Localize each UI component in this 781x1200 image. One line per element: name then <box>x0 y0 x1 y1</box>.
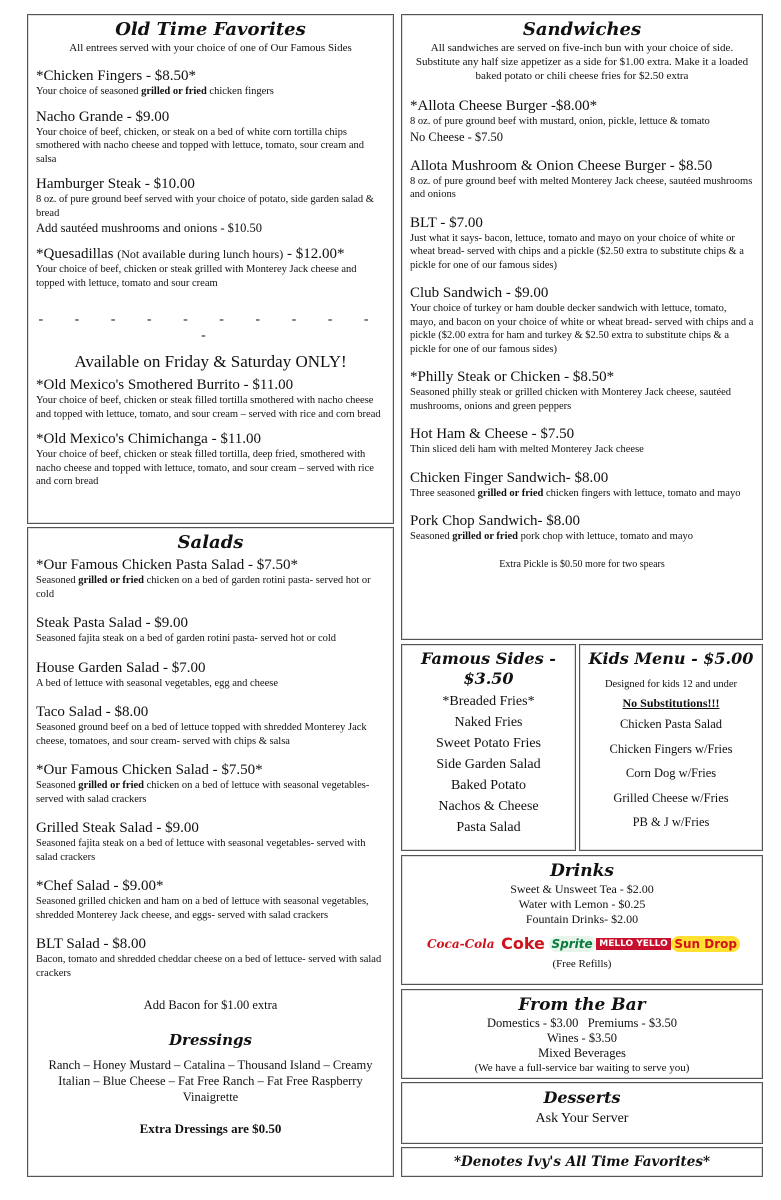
desserts-title: Desserts <box>543 1088 621 1107</box>
sides-list <box>408 691 569 838</box>
list-item: Side Garden Salad <box>436 757 541 772</box>
sandwiches-section <box>401 14 763 640</box>
item-name: *Our Famous Chicken Pasta Salad - $7.50* <box>36 557 299 573</box>
menu-item <box>36 67 385 99</box>
menu-item <box>410 368 754 413</box>
divider: - - - - - - - - - - - <box>38 312 383 343</box>
sides-title: Famous Sides - $3.50 <box>421 649 556 688</box>
item-name: Pork Chop Sandwich- $8.00 <box>410 513 580 529</box>
sandwiches-note: All sandwiches are served on five-inch bun with your choice of side. Substitute any half size appetizer as a side for $1.00 extra. Make it a loaded baked potato or chili cheese fries for $2.50 extra <box>415 42 749 82</box>
pickle-note: Extra Pickle is $0.50 more for two spears <box>499 558 665 570</box>
item-desc: Seasoned fajita steak on a bed of garden rotini pasta- served hot or cold <box>36 633 337 644</box>
list-item: Grilled Cheese w/Fries <box>613 790 729 805</box>
menu-item <box>410 157 754 202</box>
item-desc: Seasoned grilled or fried pork chop with lettuce, tomato and mayo <box>410 531 693 542</box>
item-name: Chicken Finger Sandwich- $8.00 <box>410 469 609 486</box>
friday-heading: Available on Friday & Saturday ONLY! <box>74 352 347 371</box>
item-desc: 8 oz. of pure ground beef with mustard, onion, pickle, lettuce & tomato <box>410 116 710 127</box>
item-desc: Your choice of beef, chicken, or steak on a bed of white corn tortilla chips smothered with nacho cheese and topped with lettuce, tomato, sour cream and salsa <box>36 126 365 165</box>
menu-item <box>36 556 385 601</box>
item-name: Club Sandwich - $9.00 <box>410 285 549 301</box>
item-name: *Chef Salad - $9.00* <box>36 878 164 894</box>
drink-line: Water with Lemon - $0.25 <box>518 897 646 911</box>
item-desc: Your choice of beef, chicken or steak grilled with Monterey Jack cheese and topped with lettuce, tomato and sour cream <box>36 264 357 289</box>
item-name: *Philly Steak or Chicken - $8.50* <box>410 369 615 385</box>
item-desc: 8 oz. of pure ground beef served with your choice of potato, side garden salad & bread <box>36 194 374 219</box>
item-name: Nacho Grande - $9.00 <box>36 108 170 125</box>
menu-item <box>410 214 754 273</box>
drinks-section <box>401 855 763 985</box>
favorites-legend-text: *Denotes Ivy's All Time Favorites* <box>453 1154 711 1170</box>
salads-section <box>27 527 394 1177</box>
no-substitutions: No Substitutions!!! <box>622 696 720 710</box>
item-name: *Chicken Fingers - $8.50* <box>36 68 196 84</box>
menu-item <box>36 175 385 236</box>
item-desc: Your choice of beef, chicken or steak filled tortilla smothered with nacho cheese and topped with lettuce, tomato, and sour cream – served with rice and corn bread <box>36 395 381 420</box>
kids-title: Kids Menu - $5.00 <box>588 649 754 668</box>
item-name: Allota Mushroom & Onion Cheese Burger - $8.50 <box>410 157 713 174</box>
menu-item <box>410 97 754 145</box>
item-desc: Your choice of beef, chicken or steak filled tortilla, deep fried, smothered with nacho cheese and topped with lettuce, tomato, and sour cream – served with rice and corn bread <box>36 449 374 487</box>
favorites-legend <box>401 1147 763 1177</box>
menu-item <box>36 935 385 980</box>
item-desc: Seasoned fajita steak on a bed of lettuce with seasonal vegetables- served with salad crackers <box>36 838 366 863</box>
item-desc: Bacon, tomato and shredded cheddar cheese on a bed of lettuce- served with salad crackers <box>36 954 382 979</box>
item-name: Steak Pasta Salad - $9.00 <box>36 615 189 631</box>
drink-line: Sweet & Unsweet Tea - $2.00 <box>510 882 654 896</box>
item-name: Hot Ham & Cheese - $7.50 <box>410 426 575 442</box>
item-name: House Garden Salad - $7.00 <box>36 659 206 676</box>
item-extra: Add sautéed mushrooms and onions - $10.50 <box>36 221 263 235</box>
soda-logos <box>424 933 740 954</box>
item-desc: Seasoned philly steak or grilled chicken with Monterey Jack cheese, sautéed mushrooms, onions and green peppers <box>410 387 732 412</box>
drink-line: Fountain Drinks- $2.00 <box>525 912 639 926</box>
mello-yello-logo: MELLO YELLO <box>596 938 671 950</box>
bar-line: Domestics - $3.00 Premiums - $3.50 <box>487 1016 677 1030</box>
list-item: Nachos & Cheese <box>438 799 539 814</box>
desserts-section <box>401 1082 763 1144</box>
item-name: *Our Famous Chicken Salad - $7.50* <box>36 762 263 778</box>
bacon-note: Add Bacon for $1.00 extra <box>143 998 278 1012</box>
item-desc: Thin sliced deli ham with melted Monterey Jack cheese <box>410 444 644 455</box>
menu-item <box>410 469 754 501</box>
list-item: Naked Fries <box>454 715 523 730</box>
sprite-logo: Sprite <box>549 936 596 952</box>
free-refills: (Free Refills) <box>552 958 612 970</box>
salads-title: Salads <box>177 532 244 553</box>
item-desc: Seasoned ground beef on a bed of lettuce topped with shredded Monterey Jack cheese, tomatoes, and sour cream- served with chips & salsa <box>36 722 367 747</box>
menu-item <box>410 284 754 356</box>
menu-item <box>36 703 385 748</box>
item-desc: A bed of lettuce with seasonal vegetables, egg and cheese <box>36 677 278 689</box>
menu-item <box>36 614 385 646</box>
kids-note: Designed for kids 12 and under <box>604 679 738 690</box>
old-time-favorites-section <box>27 14 394 524</box>
menu-item <box>410 512 754 544</box>
item-name: *Quesadillas (Not available during lunch hours) - $12.00* <box>36 246 345 262</box>
menu-item <box>36 430 385 489</box>
item-name: Hamburger Steak - $10.00 <box>36 176 195 192</box>
item-desc: Your choice of turkey or ham double decker sandwich with lettuce, tomato, mayo, and bacon on your choice of white or wheat bread- served with chips and a pickle ($2.00 extra for ham and turkey & $2.50 extra to substitute chips & a pickle for one of our famous sides) <box>410 303 754 355</box>
menu-item <box>36 245 385 290</box>
item-desc: 8 oz. of pure ground beef with melted Monterey Jack cheese, sautéed mushrooms and onions <box>410 175 753 200</box>
list-item: *Breaded Fries* <box>442 694 535 709</box>
menu-item <box>410 425 754 457</box>
old-time-title: Old Time Favorites <box>115 19 306 40</box>
item-name: *Allota Cheese Burger -$8.00* <box>410 98 598 114</box>
menu-item <box>36 877 385 922</box>
dressings-list: Ranch – Honey Mustard – Catalina – Thousand Island – Creamy Italian – Blue Cheese – Fat Free Ranch – Fat Free Raspberry Vinaigrette <box>48 1058 373 1104</box>
bar-line: (We have a full-service bar waiting to serve you) <box>474 1062 690 1074</box>
drinks-title: Drinks <box>550 861 614 881</box>
bar-line: Wines - $3.50 <box>547 1031 617 1045</box>
item-extra: No Cheese - $7.50 <box>410 129 504 144</box>
item-name: BLT Salad - $8.00 <box>36 936 147 952</box>
item-name: Taco Salad - $8.00 <box>36 704 149 720</box>
menu-item <box>36 819 385 864</box>
item-desc: Your choice of seasoned grilled or fried chicken fingers <box>36 86 274 97</box>
item-desc: Seasoned grilled or fried chicken on a bed of garden rotini pasta- served hot or cold <box>36 575 371 600</box>
list-item: Sweet Potato Fries <box>436 736 541 751</box>
list-item: PB & J w/Fries <box>632 815 710 829</box>
extra-dressings-note: Extra Dressings are $0.50 <box>139 1121 282 1136</box>
dressings-title: Dressings <box>169 1031 252 1049</box>
sandwiches-title: Sandwiches <box>522 19 642 40</box>
bar-line: Mixed Beverages <box>538 1046 626 1060</box>
bar-title: From the Bar <box>518 995 646 1015</box>
list-item: Chicken Pasta Salad <box>619 717 723 731</box>
item-name: Grilled Steak Salad - $9.00 <box>36 820 199 836</box>
bar-section <box>401 989 763 1079</box>
diet-coke-logo: Coke <box>501 934 545 953</box>
item-desc: Three seasoned grilled or fried chicken fingers with lettuce, tomato and mayo <box>410 487 741 499</box>
menu-item <box>36 108 385 167</box>
old-time-note: All entrees served with your choice of one of Our Famous Sides <box>69 42 352 54</box>
list-item: Chicken Fingers w/Fries <box>609 741 733 756</box>
menu-item <box>36 761 385 806</box>
list-item: Baked Potato <box>450 778 527 793</box>
sun-drop-logo: Sun Drop <box>671 936 740 952</box>
kids-list <box>586 712 756 835</box>
item-desc: Seasoned grilled chicken and ham on a bed of lettuce with seasonal vegetables, shredded Monterey Jack cheese, and eggs- served with salad crackers <box>36 896 369 921</box>
item-desc: Seasoned grilled or fried chicken on a bed of lettuce with seasonal vegetables- served with salad crackers <box>36 780 370 805</box>
item-name: BLT - $7.00 <box>410 214 483 231</box>
list-item: Corn Dog w/Fries <box>625 766 717 780</box>
kids-menu-section <box>579 644 763 851</box>
item-name: *Old Mexico's Chimichanga - $11.00 <box>36 431 262 447</box>
menu-item <box>36 376 385 421</box>
item-desc: Just what it says- bacon, lettuce, tomato and mayo on your choice of white or wheat bread- served with chips and a pickle ($2.50 extra to substitute chips & a pickle for one of our famous sides) <box>410 232 744 271</box>
menu-item <box>36 659 385 691</box>
coca-cola-logo: Coca-Cola <box>427 936 495 951</box>
list-item: Pasta Salad <box>456 820 521 835</box>
desserts-line: Ask Your Server <box>535 1111 629 1126</box>
item-name: *Old Mexico's Smothered Burrito - $11.00 <box>36 377 294 393</box>
famous-sides-section <box>401 644 576 851</box>
